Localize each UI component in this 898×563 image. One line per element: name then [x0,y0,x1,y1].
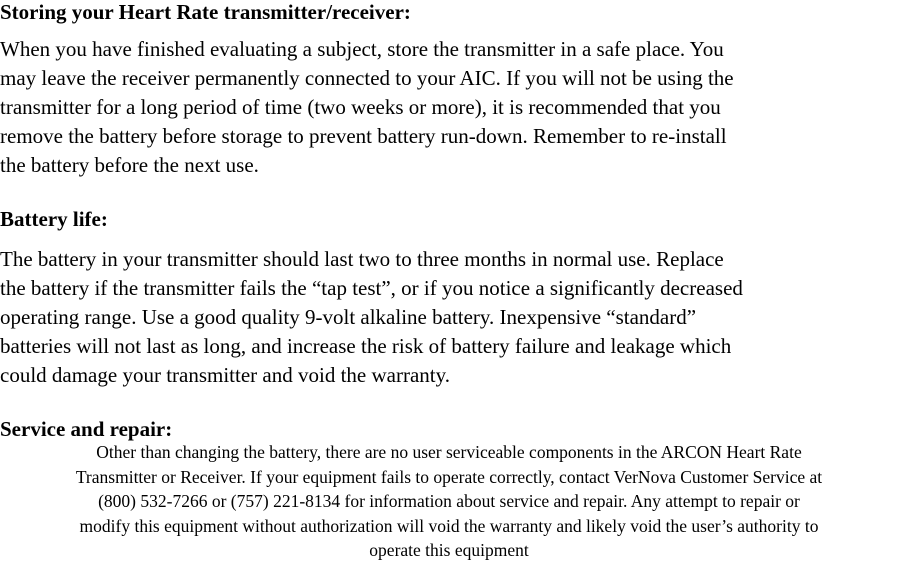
paragraph-battery-life [0,245,898,390]
paragraph-storing [0,35,898,180]
text-line: could damage your transmitter and void the warranty. [0,363,450,387]
text-line: Other than changing the battery, there are no user serviceable components in the ARCON Heart Rate [96,442,802,462]
section-heading-storing: Storing your Heart Rate transmitter/receiver: [0,0,411,24]
text-line: operate this equipment [369,540,529,560]
text-line: When you have finished evaluating a subject, store the transmitter in a safe place. You [0,37,724,61]
text-line: transmitter for a long period of time (two weeks or more), it is recommended that you [0,95,721,119]
text-line: operating range. Use a good quality 9-volt alkaline battery. Inexpensive “standard” [0,305,697,329]
text-line: modify this equipment without authorization will void the warranty and likely void the user’s authority to [79,515,819,536]
text-line: may leave the receiver permanently connected to your AIC. If you will not be using the [0,66,734,90]
text-line: Transmitter or Receiver. If your equipment fails to operate correctly, contact VerNova Customer Service at [75,466,823,487]
text-line: the battery if the transmitter fails the “tap test”, or if you notice a significantly decreased [0,276,743,300]
section-heading-battery-life: Battery life: [0,207,108,231]
text-line: (800) 532-7266 or (757) 221-8134 for information about service and repair. Any attempt to repair or [98,491,800,511]
text-line: The battery in your transmitter should last two to three months in normal use. Replace [0,247,724,271]
text-line: remove the battery before storage to prevent battery run-down. Remember to re-install [0,124,727,148]
text-line: batteries will not last as long, and increase the risk of battery failure and leakage which [0,334,732,358]
paragraph-service-repair [0,440,898,563]
text-line: the battery before the next use. [0,153,259,177]
section-heading-service-repair: Service and repair: [0,417,173,441]
